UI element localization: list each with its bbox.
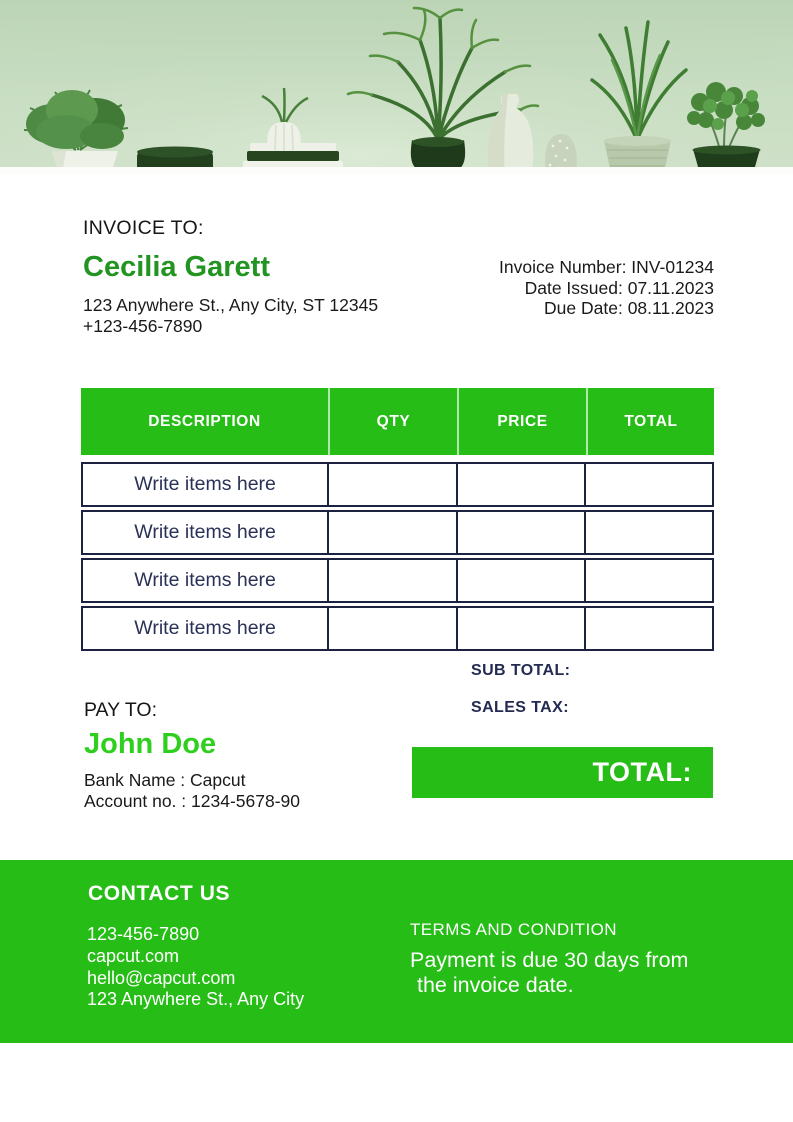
cell-price[interactable] [456,510,587,555]
pay-to-label: PAY TO: [84,699,157,721]
client-phone: +123-456-7890 [83,316,203,336]
date-issued: Date Issued: 07.11.2023 [524,277,714,298]
bank-name: Bank Name : Capcut [84,770,246,790]
items-table-header [81,388,714,455]
cell-price[interactable] [456,558,587,603]
cell-qty[interactable] [327,462,458,507]
cell-price[interactable] [456,606,587,651]
table-row [81,606,714,651]
contact-email-link[interactable]: hello@capcut.com [87,967,236,988]
cell-description[interactable]: Write items here [81,558,329,603]
contact-phone: 123-456-7890 [87,924,200,944]
table-row [81,462,714,507]
cell-total[interactable] [584,558,714,603]
cell-qty[interactable] [327,510,458,555]
cell-qty[interactable] [327,606,458,651]
cell-price[interactable] [456,462,587,507]
table-row [81,510,714,555]
cell-total[interactable] [584,606,714,651]
client-address: 123 Anywhere St., Any City, ST 12345 [83,295,379,315]
due-date: Due Date: 08.11.2023 [544,298,714,318]
invoice-to-label: INVOICE TO: [83,217,204,239]
cell-description[interactable]: Write items here [81,462,329,507]
header-photo [0,0,793,174]
terms-line-2: the invoice date. [417,972,574,997]
column-header-price: PRICE [457,388,586,455]
total-bar [412,747,713,798]
column-header-qty: QTY [328,388,457,455]
column-header-description: DESCRIPTION [148,412,261,430]
pay-to-section [84,699,300,812]
salestax-label: SALES TAX: [471,699,569,716]
terms-title: TERMS AND CONDITION [410,920,617,939]
invoice-meta [499,257,714,319]
invoice-to-section [83,217,378,337]
table-row [81,558,714,603]
client-name: Cecilia Garett [83,251,270,283]
items-table-body [81,462,714,651]
account-number: Account no. : 1234-5678-90 [84,791,300,811]
cell-total[interactable] [584,510,714,555]
contact-details [87,924,304,1011]
cell-description[interactable]: Write items here [81,510,329,555]
cell-total[interactable] [584,462,714,507]
payee-name: John Doe [84,728,217,760]
terms-line-1: Payment is due 30 days from [410,948,689,972]
shelf-surface [0,167,793,174]
column-header-total: TOTAL [586,388,714,455]
total-label: TOTAL: [592,757,692,787]
terms-section [410,920,688,997]
subtotal-label: SUB TOTAL: [471,662,571,679]
items-table [81,388,714,654]
contact-website-link[interactable]: capcut.com [87,945,180,966]
cell-description[interactable]: Write items here [81,606,329,651]
footer [0,860,793,1043]
cell-qty[interactable] [327,558,458,603]
invoice-number: Invoice Number: INV-01234 [499,257,714,277]
contact-us-title: CONTACT US [88,882,231,905]
contact-address: 123 Anywhere St., Any City [87,989,305,1010]
